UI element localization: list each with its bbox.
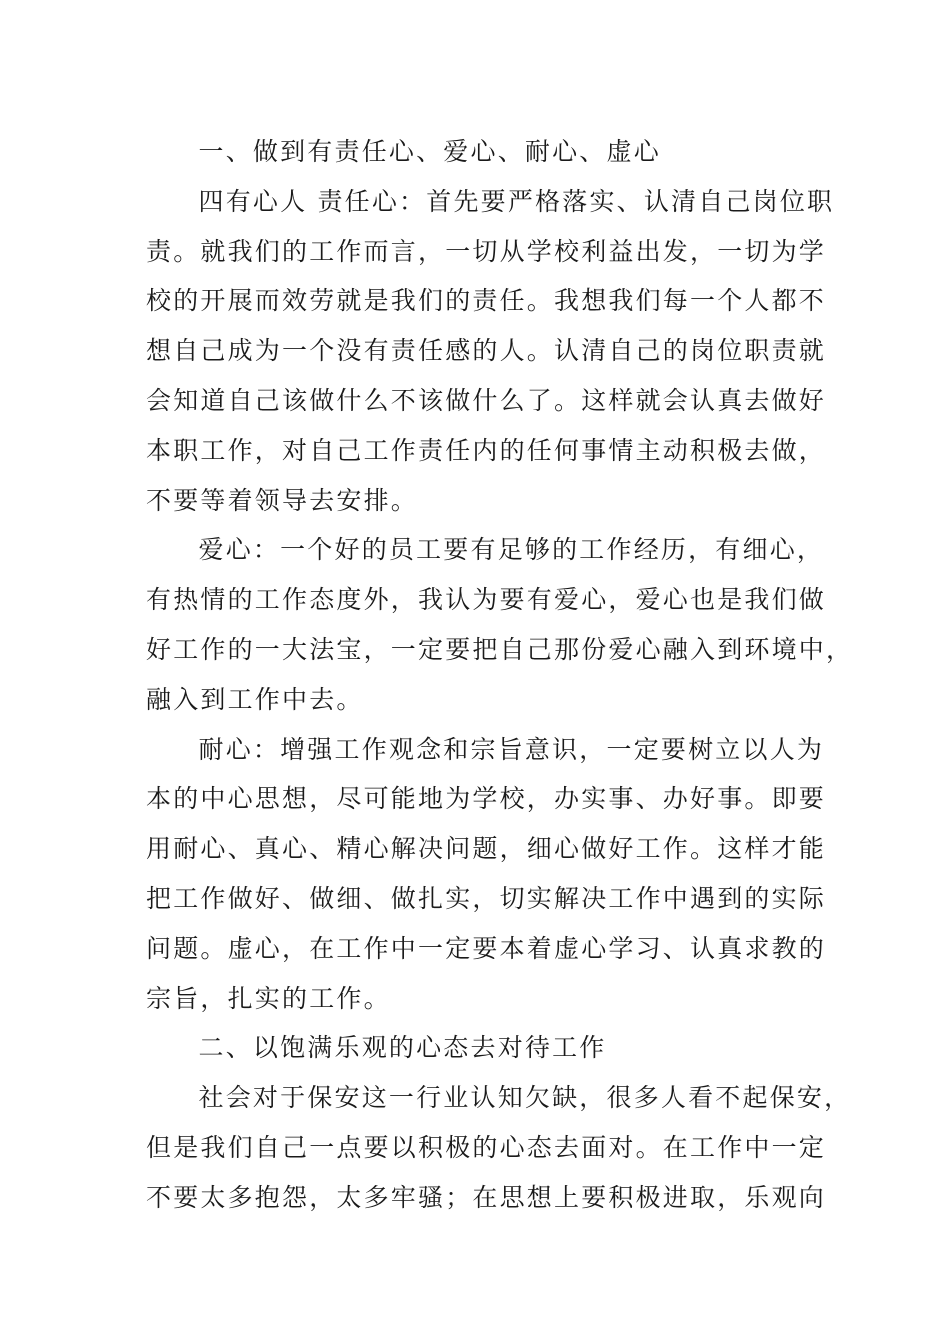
paragraph-line: 爱心：一个好的员工要有足够的工作经历，有细心， <box>198 535 825 565</box>
paragraph-line: 用耐心、真心、精心解决问题，细心做好工作。这样才能 <box>146 834 827 864</box>
paragraph-line: 本职工作，对自己工作责任内的任何事情主动积极去做， <box>146 435 827 465</box>
paragraph-line: 但是我们自己一点要以积极的心态去面对。在工作中一定 <box>146 1132 827 1162</box>
paragraph-line: 宗旨，扎实的工作。 <box>146 983 391 1013</box>
paragraph-line: 把工作做好、做细、做扎实，切实解决工作中遇到的实际 <box>146 883 827 913</box>
heading-text: 一、做到有责任心、爱心、耐心、虚心 <box>198 137 661 166</box>
document-body <box>146 127 854 1223</box>
paragraph-line: 四有心人 责任心：首先要严格落实、认清自己岗位职 <box>198 186 835 216</box>
paragraph-line: 不要太多抱怨，太多牢骚；在思想上要积极进取，乐观向 <box>146 1182 827 1212</box>
paragraph-responsibility <box>146 177 835 526</box>
paragraph-line: 好工作的一大法宝，一定要把自己那份爱心融入到环境中， <box>146 634 854 664</box>
paragraph-love <box>146 525 854 724</box>
paragraph-line: 问题。虚心，在工作中一定要本着虚心学习、认真求教的 <box>146 933 827 963</box>
paragraph-line: 校的开展而效劳就是我们的责任。我想我们每一个人都不 <box>146 286 827 316</box>
paragraph-line: 本的中心思想，尽可能地为学校，办实事、办好事。即要 <box>146 784 827 814</box>
paragraph-line: 融入到工作中去。 <box>146 684 364 714</box>
paragraph-line: 责。就我们的工作而言，一切从学校利益出发，一切为学 <box>146 236 827 266</box>
paragraph-attitude <box>146 1073 852 1222</box>
heading-text: 二、以饱满乐观的心态去对待工作 <box>198 1033 607 1063</box>
paragraph-line: 社会对于保安这一行业认知欠缺，很多人看不起保安， <box>198 1083 852 1113</box>
paragraph-line: 耐心：增强工作观念和宗旨意识，一定要树立以人为 <box>198 734 825 764</box>
paragraph-line: 不要等着领导去安排。 <box>146 485 419 515</box>
paragraph-patience <box>146 725 827 1024</box>
paragraph-line: 想自己成为一个没有责任感的人。认清自己的岗位职责就 <box>146 336 827 366</box>
section-heading-1 <box>146 127 806 177</box>
paragraph-line: 有热情的工作态度外，我认为要有爱心，爱心也是我们做 <box>146 585 827 615</box>
paragraph-line: 会知道自己该做什么不该做什么了。这样就会认真去做好 <box>146 385 827 415</box>
section-heading-2 <box>146 1023 806 1073</box>
